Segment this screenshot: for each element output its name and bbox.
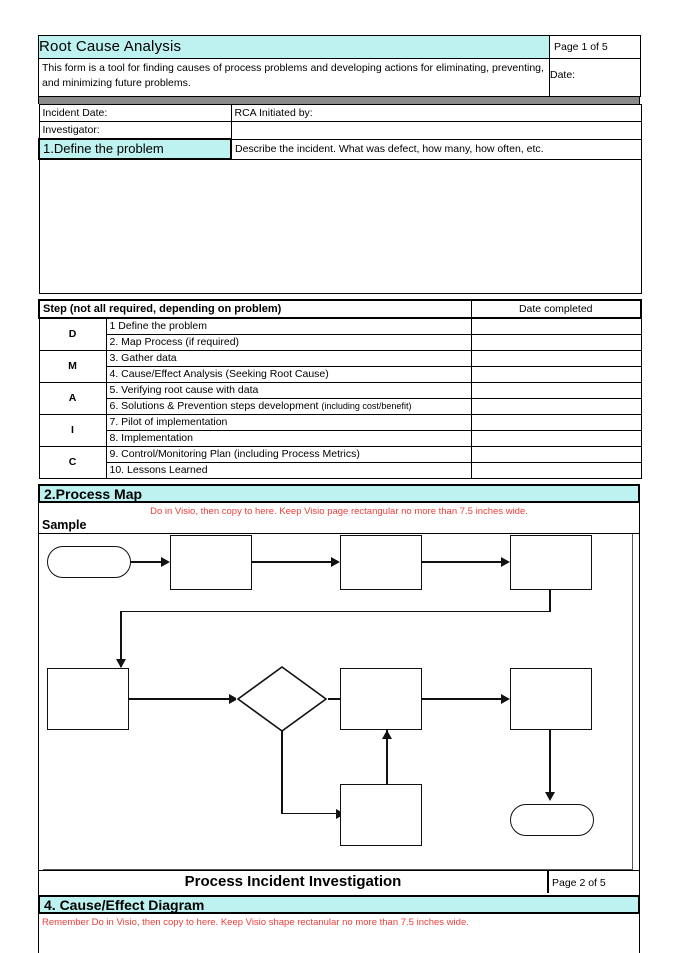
flow-box-a[interactable] [170, 535, 252, 590]
section-4-title: 4. Cause/Effect Diagram [38, 895, 640, 914]
step-description-cell: 5. Verifying root cause with data [106, 383, 471, 399]
flow-arrowhead-to-d [116, 659, 126, 668]
flow-arrowhead-to-end [545, 792, 555, 801]
flow-connector-c-down [549, 590, 551, 612]
flow-box-f[interactable] [510, 668, 592, 730]
footer-divider [547, 871, 549, 893]
dmaic-phase-cell: M [39, 351, 106, 383]
flow-connector-b-to-c [422, 561, 507, 563]
intro-row [39, 59, 641, 97]
dmaic-phase-cell: C [39, 447, 106, 479]
table-row [39, 351, 641, 367]
incident-info-block [38, 104, 642, 294]
incident-date-label: Incident Date: [39, 105, 231, 122]
step-description-cell: 2. Map Process (if required) [106, 335, 471, 351]
flow-decision-diamond[interactable] [236, 665, 328, 733]
define-problem-header-row [39, 139, 641, 159]
flow-connector-f-down [549, 730, 551, 798]
section-2-title: 2.Process Map [38, 484, 640, 503]
dmaic-phase-cell: I [39, 415, 106, 447]
page-indicator-top: Page 1 of 5 [550, 36, 641, 59]
date-completed-cell[interactable] [471, 318, 641, 335]
process-map-note: Do in Visio, then copy to here. Keep Visio page rectangular no more than 7.5 inches wide. [38, 503, 640, 518]
table-row [39, 318, 641, 335]
flow-arrowhead-to-f [501, 694, 510, 704]
date-completed-cell[interactable] [471, 367, 641, 383]
table-row [39, 431, 641, 447]
date-completed-cell[interactable] [471, 463, 641, 479]
steps-column-header: Step (not all required, depending on problem) [39, 300, 471, 318]
flow-box-g[interactable] [340, 784, 422, 846]
sample-label: Sample [38, 518, 640, 533]
flow-arrowhead-to-a [161, 557, 170, 567]
date-completed-cell[interactable] [471, 383, 641, 399]
step-description-cell: 7. Pilot of implementation [106, 415, 471, 431]
flow-box-c[interactable] [510, 535, 592, 590]
step-description-cell: 10. Lessons Learned [106, 463, 471, 479]
flow-connector-decision-down [281, 730, 283, 814]
flowchart-canvas [43, 534, 633, 870]
problem-description-row [39, 159, 641, 294]
flow-box-e[interactable] [340, 668, 422, 730]
date-completed-cell[interactable] [471, 335, 641, 351]
investigator-label: Investigator: [39, 122, 231, 140]
title-block [38, 35, 641, 97]
cause-effect-note: Remember Do in Visio, then copy to here. Keep Visio shape rectanular no more than 7.5 inches wide. [38, 914, 640, 929]
date-completed-cell[interactable] [471, 351, 641, 367]
incident-date-row [39, 105, 641, 122]
step-description-cell: 4. Cause/Effect Analysis (Seeking Root Cause) [106, 367, 471, 383]
table-row [39, 335, 641, 351]
form-intro-text: This form is a tool for finding causes of process problems and developing actions for eliminating, preventing, and minimizing future problems. [39, 59, 550, 97]
footer-title: Process Incident Investigation [184, 873, 402, 890]
date-completed-column-header: Date completed [471, 300, 641, 318]
page-footer [38, 871, 640, 895]
table-row [39, 383, 641, 399]
table-row [39, 447, 641, 463]
step-description-cell: 1 Define the problem [106, 318, 471, 335]
flow-arrowhead-g-to-e [382, 730, 392, 739]
step-description-cell [106, 399, 471, 415]
flow-connector-e-to-f [422, 698, 507, 700]
flow-connector-d-to-decision [129, 698, 235, 700]
form-title: Root Cause Analysis [39, 36, 550, 59]
date-completed-cell[interactable] [471, 415, 641, 431]
investigator-row [39, 122, 641, 140]
flow-connector-decision-to-g [281, 813, 343, 815]
step-description-main: 6. Solutions & Prevention steps development [109, 400, 322, 412]
date-completed-cell[interactable] [471, 431, 641, 447]
flow-box-d[interactable] [47, 668, 129, 730]
flow-connector-wrap-horizontal [120, 611, 551, 613]
table-row [39, 415, 641, 431]
table-row [39, 463, 641, 479]
dmaic-phase-cell: A [39, 383, 106, 415]
steps-table-header [39, 300, 641, 318]
section-1-instruction: Describe the incident. What was defect, how many, how often, etc. [231, 139, 641, 159]
flow-end-terminator[interactable] [510, 804, 594, 836]
date-completed-cell[interactable] [471, 399, 641, 415]
title-row [39, 36, 641, 59]
investigator-value-field[interactable] [231, 122, 641, 140]
steps-table [38, 299, 642, 479]
step-description-cell: 3. Gather data [106, 351, 471, 367]
process-map-flowchart[interactable] [38, 533, 640, 871]
table-row [39, 399, 641, 415]
date-label: Date: [550, 59, 641, 97]
dmaic-phase-cell: D [39, 318, 106, 351]
table-row [39, 367, 641, 383]
section-divider-gray [38, 97, 640, 104]
rca-initiated-by-label: RCA Initiated by: [231, 105, 641, 122]
flow-box-b[interactable] [340, 535, 422, 590]
section-1-title: 1.Define the problem [39, 139, 231, 159]
step-description-sub: (including cost/benefit) [321, 401, 412, 411]
step-description-cell: 8. Implementation [106, 431, 471, 447]
rca-form-sheet [38, 35, 640, 953]
flow-start-terminator[interactable] [47, 546, 131, 578]
flow-arrowhead-to-c [501, 557, 510, 567]
flow-connector-a-to-b [252, 561, 337, 563]
page-indicator-bottom: Page 2 of 5 [552, 877, 606, 889]
cause-effect-canvas[interactable] [38, 929, 640, 953]
step-description-cell: 9. Control/Monitoring Plan (including Process Metrics) [106, 447, 471, 463]
date-completed-cell[interactable] [471, 447, 641, 463]
flow-arrowhead-to-b [331, 557, 340, 567]
problem-description-field[interactable] [39, 159, 641, 294]
